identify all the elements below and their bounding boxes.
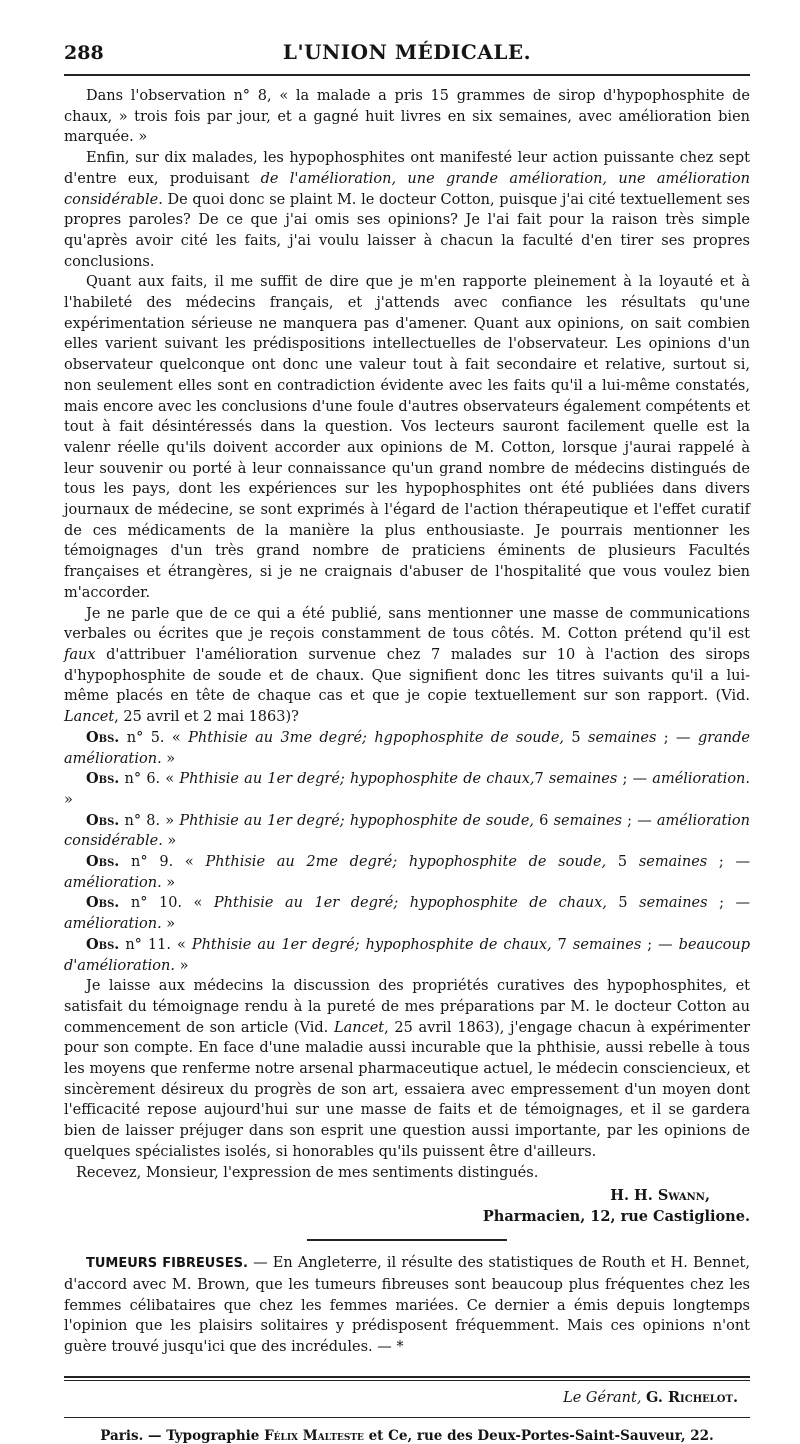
paragraph-4-emphasis-faux: faux [64,646,96,663]
observation-label: Obs. [86,935,120,953]
observation-close: » [162,833,177,850]
header-rule [64,74,750,76]
paragraph-4 [64,604,750,728]
paragraph-5-text-a: Je laisse aux médecins la discussion des propriétés curatives des hypophosphites, et satisfait du témoignage rendu à la pureté de mes préparations par M. le docteur Cotton au commencement de son article (Vid. [64,978,750,1036]
section-divider [307,1239,507,1241]
fibromes-heading: TUMEURS FIBREUSES. [86,1256,248,1272]
observation-close: » [174,957,189,974]
observation-result: grande amélioration. [64,729,751,767]
page-header [64,38,750,68]
observation-result: amélioration. [652,771,750,788]
observation-number: n° 6. « [119,771,180,788]
fibromes-text: — En Angleterre, il résulte des statistiques de Routh et H. Bennet, d'accord avec M. Brown, que les tumeurs fibreuses sont beaucoup plus fréquentes chez les femmes célibataires que chez les femmes mariées. Ce dernier a émis depuis longtemps l'opinion que les plaisirs solitaires y prédisposent fréquemment. Mais ces opinions n'ont guère trouvé jusqu'ici que des incrédules. — * [64,1255,750,1356]
observation-duration: 5 [564,729,588,746]
observation-unit: semaines [639,895,708,912]
observation-dash: ; — [641,936,679,953]
imprint-city: Paris. — Typographie [100,1427,265,1444]
fibromes-paragraph [64,1253,750,1358]
observation-item [64,893,750,934]
observation-result: amélioration considérable. [64,812,750,850]
footer-rule [64,1376,750,1381]
observation-number: n° 11. « [119,936,192,953]
paragraph-5-text-b: , 25 avril 1863), j'engage chacun à expérimenter pour son compte. En face d'une maladie aussi incurable que la phthisie, aussi rebelle à tous les moyens que renferme notre arsenal pharmaceutique actuel, le médecin consciencieux, et sincèrement désireux du progrès de son art, essaiera avec empressement d'un moyen dont l'efficacité repose aujourd'hui sur une masse de faits et de témoignages, et il se gardera bien de laisser préjuger dans son esprit une question aussi importante, par les opinions de quelques spécialistes isolés, si honorables qu'ils puissent être d'ailleurs. [64,1019,750,1160]
observation-number: n° 9. « [119,854,206,871]
observation-dash: ; — [617,771,653,788]
observation-title: Phthisie au 1er degré; hypophosphite de chaux, [191,936,552,953]
observation-title: Phthisie au 1er degré; hypophosphite de chaux, [213,895,607,912]
observation-label: Obs. [86,853,120,871]
observation-duration: 7 [534,771,549,788]
observation-unit: semaines [572,936,642,953]
gerant-name: G. Richelot. [646,1388,738,1406]
running-title: L'UNION MÉDICALE. [282,40,532,64]
imprint-rule [64,1417,750,1418]
signature-block [64,1185,750,1227]
observation-title: Phthisie au 1er degré; hypophosphite de chaux, [179,771,535,788]
paragraph-5 [64,976,750,1162]
observation-label: Obs. [86,811,120,829]
imprint-printer: Félix Malteste [264,1427,364,1444]
observation-dash: ; — [707,895,750,912]
gerant-line [64,1387,750,1409]
observation-list [64,728,750,976]
observation-item [64,935,750,976]
observation-duration: 5 [606,895,640,912]
paragraph-4-text-a: Je ne parle que de ce qui a été publié, sans mentionner une masse de communications verbales ou écrites que je reçois constamment de tous côtés. M. Cotton prétend qu'il est [64,605,750,643]
observation-number: n° 10. « [119,895,214,912]
paragraph-1: Dans l'observation n° 8, « la malade a pris 15 grammes de sirop d'hypophosphite de chaux, » trois fois par jour, et a gagné huit livres en six semaines, avec amélioration bien marquée. » [64,88,750,146]
paragraph-4-emphasis-lancet: Lancet [64,709,115,726]
observation-item [64,769,750,810]
observation-dash: ; — [656,729,698,746]
observation-item [64,811,750,852]
observation-duration: 6 [534,812,554,829]
signature-address: Pharmacien, 12, rue Castiglione. [482,1208,750,1226]
paragraph-2-emphasis: de l'amélioration, une grande amélioration, une amélioration considérable. [64,170,750,208]
observation-unit: semaines [638,854,708,871]
observation-dash: ; — [707,854,751,871]
observation-number: n° 8. » [119,812,180,829]
paragraph-2-text-b: De quoi donc se plaint M. le docteur Cotton, puisque j'ai cité textuellement ses propres paroles? De ce que j'ai omis ses opinions? Je l'ai fait pour la raison très simple qu'après avoir cité les faits, j'ai voulu laisser à chacun la faculté d'en tirer ses propres conclusions. [64,191,750,270]
observation-close: » [64,791,73,808]
observation-item [64,852,750,893]
observation-close: » [161,916,176,933]
imprint-line [64,1428,750,1444]
observation-unit: semaines [548,771,618,788]
paragraph-2 [64,148,750,272]
observation-result: beaucoup d'amélioration. [64,936,750,974]
paragraph-3: Quant aux faits, il me suffit de dire que je m'en rapporte pleinement à la loyauté et à l'habileté des médecins français, et j'attends avec confiance les résultats qu'une expérimentation sérieuse ne manquera pas d'amener. Quant aux opinions, on sait combien elles varient suivant les prédispositions intellectuelles de l'observateur. Les opinions d'un observateur quelconque ont donc une valeur tout à fait secondaire et relative, surtout si, non seulement elles sont en contradiction évidente avec les faits qu'il a lui-même constatés, mais encore avec les conclusions d'une foule d'autres observateurs également compétents et tout à fait désintéressés dans la question. Vos lecteurs sauront facilement quelle est la valenr réelle qu'ils doivent accorder aux opinions de M. Cotton, lorsque j'aurai rappelé à leur souvenir ou porté à leur connaissance qu'un grand nombre de médecins distingués de tous les pays, dont les expériences sur les hypophosphites ont été publiées dans divers journaux de médecine, se sont exprimés à l'égard de l'action thérapeutique et l'effet curatif de ces médicaments de la manière la plus enthousiaste. Je pourrais mentionner les témoignages d'un très grand nombre de praticiens éminents de plusieurs Facultés françaises et étrangères, si je ne craignais d'abuser de l'hospitalité que vous voulez bien m'accorder. [64,274,750,601]
observation-label: Obs. [86,770,120,788]
observation-title: Phthisie au 1er degré; hypophosphite de soude, [179,812,535,829]
observation-close: » [161,874,176,891]
observation-close: » [161,750,176,767]
observation-result: amélioration. [64,916,162,933]
paragraph-2-text-a: Enfin, sur dix malades, les hypophosphites ont manifesté leur action puissante chez sept d'entre eux, produisant [64,150,750,187]
observation-label: Obs. [86,894,120,912]
observation-title: Phthisie au 2me degré; hypophosphite de soude, [205,854,607,871]
paragraph-4-text-b: d'attribuer l'amélioration survenue chez 7 malades sur 10 à l'action des sirops d'hypophosphite de soude et de chaux. Que signifient donc les titres suivants qu'il a lui-même placés en tête de chaque cas et que je copie textuellement sur son rapport. (Vid. [64,646,750,705]
observation-title: Phthisie au 3me degré; hgpophosphite de soude, [188,729,565,746]
imprint-address: et Ce, rue des Deux-Portes-Saint-Sauveur, 22. [363,1427,714,1444]
observation-duration: 7 [551,936,573,953]
fibromes-note [64,1253,750,1358]
observation-result: amélioration. [64,874,162,891]
page-number: 288 [64,42,104,64]
observation-unit: semaines [553,812,622,829]
observation-number: n° 5. « [119,729,189,746]
observation-item [64,728,750,769]
signature-name: H. H. Swann, [610,1187,710,1205]
observation-label: Obs. [86,728,120,746]
paragraph-4-text-c: , 25 avril et 2 mai 1863)? [114,709,299,726]
observation-duration: 5 [606,854,639,871]
closing-salutation: Recevez, Monsieur, l'expression de mes sentiments distingués. [76,1164,539,1181]
observation-unit: semaines [588,729,657,746]
article-body [64,86,750,1183]
observation-dash: ; — [622,812,657,829]
gerant-label: Le Gérant, [563,1389,642,1406]
paragraph-5-emphasis: Lancet [333,1019,385,1036]
